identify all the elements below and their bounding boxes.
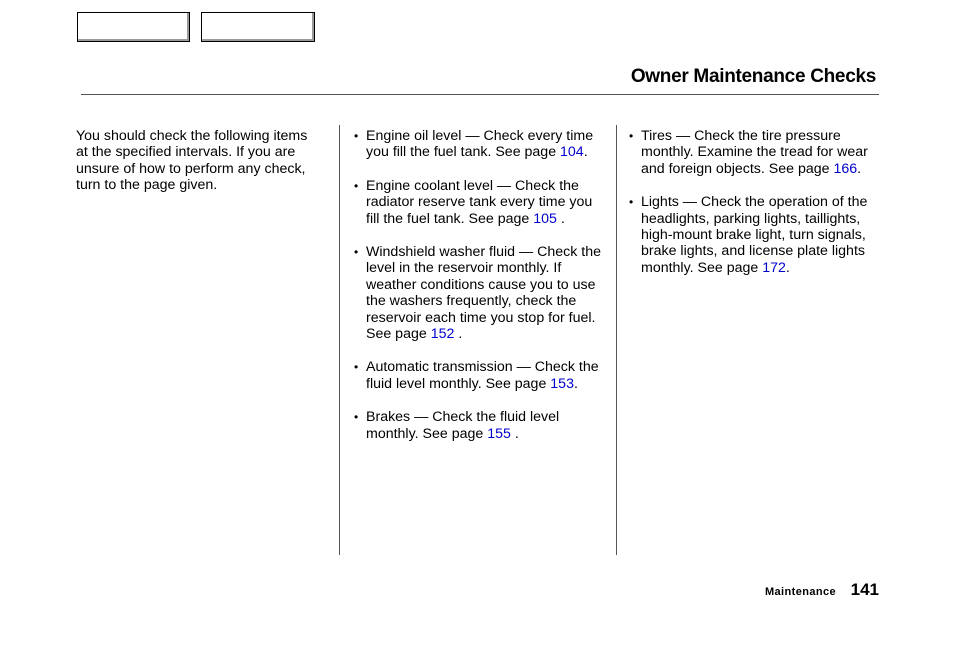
checklist-column-middle bbox=[354, 128, 609, 459]
column-divider-1 bbox=[339, 125, 340, 555]
check-item-text: Brakes — Check the fluid level monthly. See page bbox=[366, 409, 560, 442]
intro-text: You should check the following items at the specified intervals. If you are unsure of how to perform any check, turn to the page given. bbox=[76, 128, 308, 194]
check-item-engine-oil bbox=[354, 128, 609, 161]
page-link-152[interactable]: 152 bbox=[430, 326, 455, 343]
check-item-automatic-transmission bbox=[354, 359, 609, 392]
check-item-suffix: . bbox=[785, 259, 790, 276]
checklist-column-right bbox=[629, 128, 884, 293]
check-item-washer-fluid bbox=[354, 244, 609, 342]
bullet-icon: • bbox=[354, 129, 359, 143]
page-link-166[interactable]: 166 bbox=[833, 160, 858, 177]
bullet-icon: • bbox=[629, 195, 634, 210]
check-item-suffix: . bbox=[556, 210, 565, 227]
page-link-104[interactable]: 104 bbox=[560, 144, 584, 161]
footer-section-label: Maintenance bbox=[764, 586, 836, 598]
bullet-icon: • bbox=[629, 129, 634, 143]
check-item-suffix: . bbox=[454, 326, 463, 343]
check-item-text: Engine coolant level — Check the radiator reserve tank every time you fill the fuel tank. See page bbox=[366, 177, 593, 227]
check-item-brakes bbox=[354, 409, 609, 442]
check-item-engine-coolant bbox=[354, 178, 609, 227]
check-item-text: Tires — Check the tire pressure monthly. Examine the tread for wear and foreign objects. See page bbox=[641, 128, 868, 177]
page-link-105[interactable]: 105 bbox=[533, 210, 557, 227]
bullet-icon: • bbox=[354, 360, 359, 375]
check-item-suffix: . bbox=[510, 425, 519, 442]
bullet-icon: • bbox=[354, 410, 359, 425]
footer-page-number: 141 bbox=[850, 580, 879, 599]
check-item-suffix: . bbox=[857, 160, 862, 177]
check-item-text: Automatic transmission — Check the fluid level monthly. See page bbox=[366, 359, 599, 392]
check-item-suffix: . bbox=[573, 375, 578, 392]
bullet-icon: • bbox=[354, 178, 359, 193]
page-link-172[interactable]: 172 bbox=[762, 259, 786, 276]
page-link-155[interactable]: 155 bbox=[487, 425, 511, 442]
bullet-icon: • bbox=[354, 245, 359, 260]
check-item-text: Windshield washer fluid — Check the level in the reservoir monthly. If weather conditions cause you to use the washers frequently, check the reservoir each time you stop for fuel. See page bbox=[366, 244, 601, 343]
page-link-153[interactable]: 153 bbox=[550, 375, 574, 392]
check-item-tires bbox=[629, 128, 884, 177]
check-item-text: Engine oil level — Check every time you fill the fuel tank. See page bbox=[366, 128, 594, 161]
column-divider-2 bbox=[616, 125, 617, 555]
page-title: Owner Maintenance Checks bbox=[630, 66, 876, 87]
check-item-text: Lights — Check the operation of the headlights, parking lights, taillights, high-mount brake light, turn signals, brake lights, and license plate lights monthly. See page bbox=[641, 194, 868, 276]
title-divider bbox=[81, 94, 879, 95]
check-item-lights bbox=[629, 194, 884, 276]
nav-button-next[interactable] bbox=[201, 12, 315, 42]
check-item-suffix: . bbox=[583, 144, 588, 161]
nav-button-previous[interactable] bbox=[77, 12, 190, 42]
